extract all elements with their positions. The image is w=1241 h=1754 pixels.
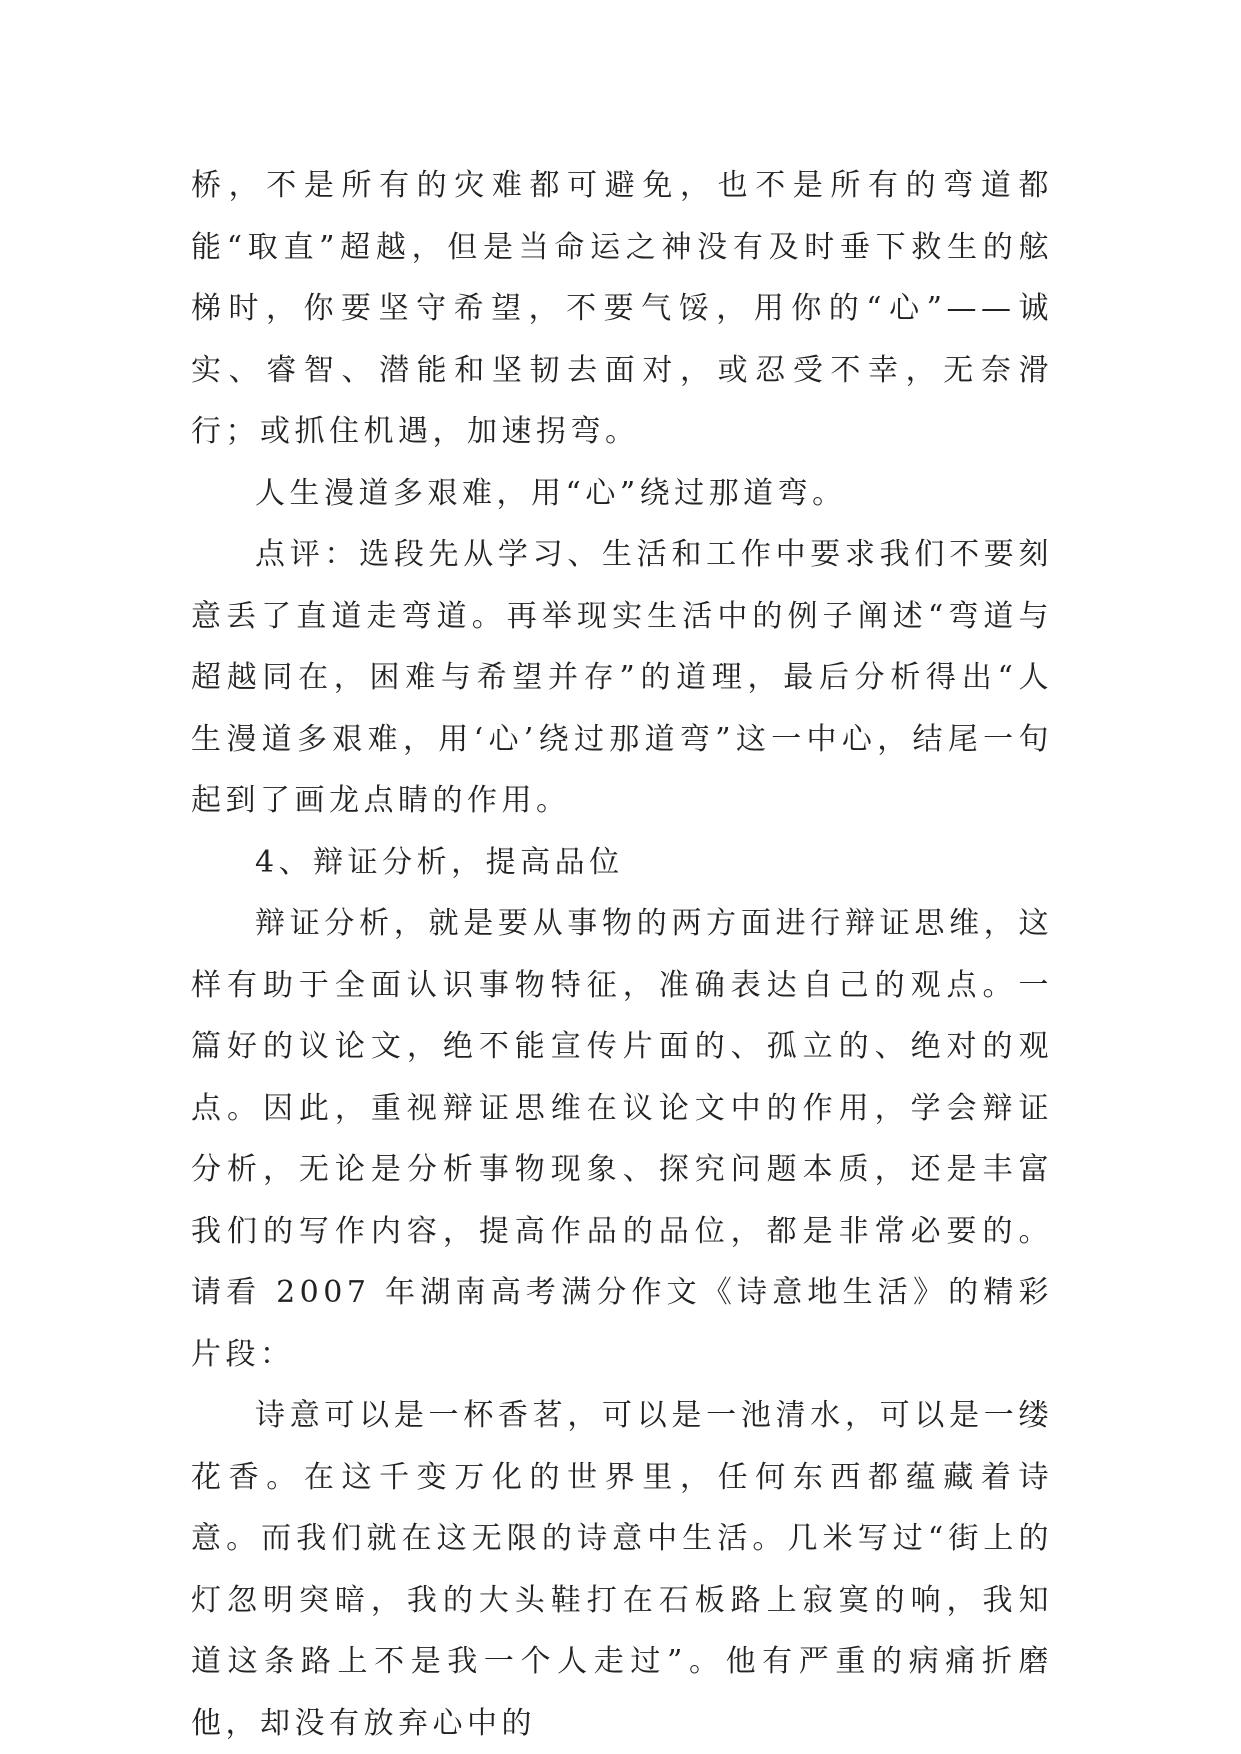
section-heading: 4、辩证分析，提高品位: [255, 844, 624, 880]
paragraph-conclusion: 人生漫道多艰难，用“心”绕过那道弯。: [255, 475, 847, 511]
paragraph-continued: 桥，不是所有的灾难都可避免，也不是所有的弯道都能“取直”超越，但是当命运之神没有及时垂下救生的舷梯时，你要坚守希望，不要气馁，用你的“心”——诚实、睿智、潜能和坚韧去面对，或忍受不幸，无奈滑行；或抓住机遇，加速拐弯。: [191, 168, 1053, 449]
paragraph-excerpt: 诗意可以是一杯香茗，可以是一池清水，可以是一缕花香。在这千变万化的世界里，任何东西都蕴藏着诗意。而我们就在这无限的诗意中生活。几米写过“街上的灯忽明突暗，我的大头鞋打在石板路上寂寞的响，我知道这条路上不是我一个人走过”。他有严重的病痛折磨他，却没有放弃心中的: [191, 1398, 1053, 1741]
paragraph-dialectical-analysis: 辩证分析，就是要从事物的两方面进行辩证思维，这样有助于全面认识事物特征，准确表达自己的观点。一篇好的议论文，绝不能宣传片面的、孤立的、绝对的观点。因此，重视辩证思维在议论文中的作用，学会辩证分析，无论是分析事物现象、探究问题本质，还是丰富我们的写作内容，提高作品的品位，都是非常必要的。请看 2007 年湖南高考满分作文《诗意地生活》的精彩片段：: [191, 906, 1053, 1372]
document-body: [191, 155, 1053, 1754]
paragraph-commentary: 点评：选段先从学习、生活和工作中要求我们不要刻意丢了直道走弯道。再举现实生活中的例子阐述“弯道与超越同在，困难与希望并存”的道理，最后分析得出“人生漫道多艰难，用‘心’绕过那道弯”这一中心，结尾一句起到了画龙点睛的作用。: [191, 537, 1053, 818]
